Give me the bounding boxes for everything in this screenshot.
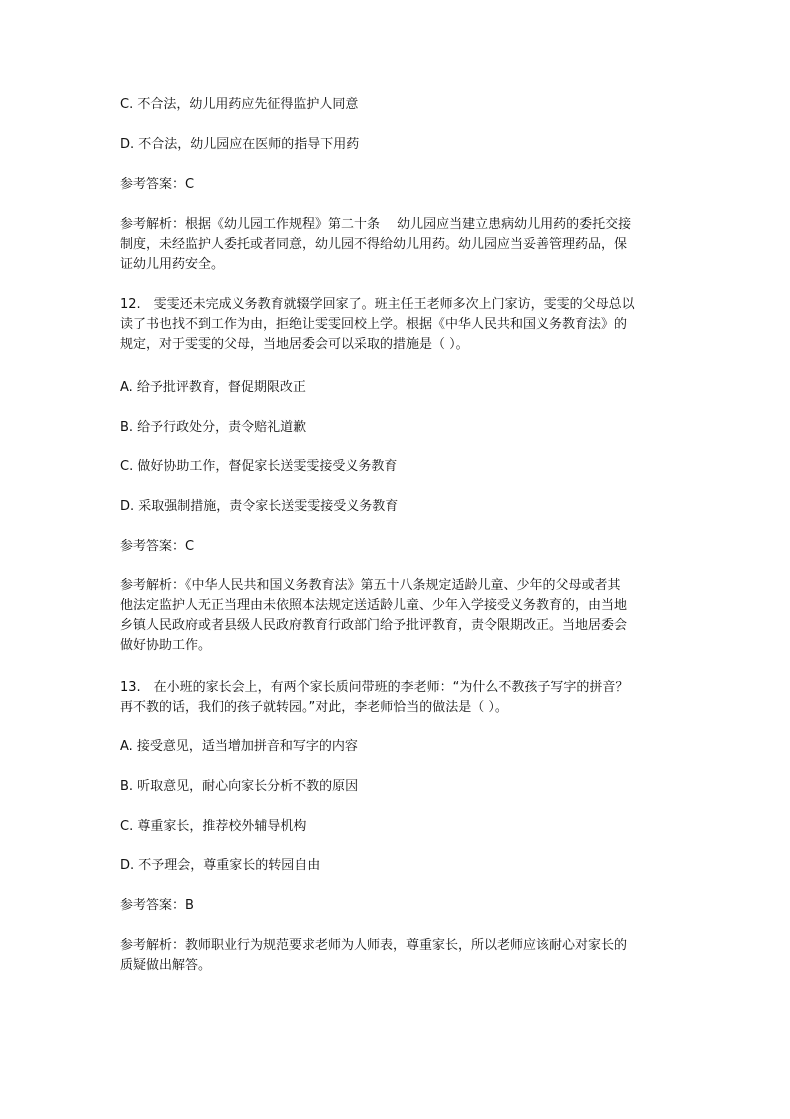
q12-explanation-line: 参考解析：《中华人民共和国义务教育法》第五十八条规定适龄儿童、少年的父母或者其 (120, 578, 621, 593)
q12-option-b: B. 给予行政处分，责令赔礼道歉 (120, 420, 307, 435)
q12-explanation-line: 他法定监护人无正当理由未依照本法规定送适龄儿童、少年入学接受义务教育的，由当地 (120, 598, 628, 613)
q12-explanation-line: 做好协助工作。 (120, 638, 212, 653)
q13-option-a: A. 接受意见，适当增加拼音和写字的内容 (120, 739, 358, 754)
q12-explanation-line: 乡镇人民政府或者县级人民政府教育行政部门给予批评教育，责令限期改正。当地居委会 (120, 618, 628, 633)
q12-question-line: 读了书也找不到工作为由，拒绝让雯雯回校上学。根据《中华人民共和国义务教育法》的 (120, 317, 628, 332)
q13-option-b: B. 听取意见，耐心向家长分析不教的原因 (120, 779, 359, 794)
q13-explanation-line: 参考解析：教师职业行为规范要求老师为人师表，尊重家长，所以老师应该耐心对家长的 (120, 938, 628, 953)
q11-explanation-line: 参考解析：根据《幼儿园工作规程》第二十条 幼儿园应当建立患病幼儿用药的委托交接 (120, 217, 632, 232)
q13-option-c: C. 尊重家长，推荐校外辅导机构 (120, 819, 307, 834)
q13-question (120, 678, 680, 718)
q12-question (120, 295, 680, 355)
q12-explanation (120, 576, 680, 656)
q11-explanation (120, 215, 680, 275)
q13-explanation (120, 936, 680, 976)
q13-question-line: 再不教的话，我们的孩子就转园。”对此，李老师恰当的做法是（ ）。 (120, 700, 508, 715)
q12-question-line: 规定，对于雯雯的父母，当地居委会可以采取的措施是（ ）。 (120, 337, 469, 352)
q11-answer: 参考答案：C (120, 177, 195, 192)
q11-option-d: D. 不合法，幼儿园应在医师的指导下用药 (120, 137, 360, 152)
q12-option-d: D. 采取强制措施，责令家长送雯雯接受义务教育 (120, 499, 399, 514)
q13-answer: 参考答案：B (120, 898, 194, 913)
q11-explanation-line: 制度，未经监护人委托或者同意，幼儿园不得给幼儿用药。幼儿园应当妥善管理药品，保 (120, 237, 628, 252)
q11-explanation-line: 证幼儿用药安全。 (120, 257, 225, 272)
q13-question-line: 13. 在小班的家长会上，有两个家长质问带班的李老师：“为什么不教孩子写字的拼音？ (120, 680, 629, 695)
q12-option-a: A. 给予批评教育，督促期限改正 (120, 380, 306, 395)
q12-answer: 参考答案：C (120, 539, 195, 554)
q13-option-d: D. 不予理会，尊重家长的转园自由 (120, 858, 321, 873)
q12-option-c: C. 做好协助工作，督促家长送雯雯接受义务教育 (120, 459, 398, 474)
q12-question-line: 12. 雯雯还未完成义务教育就辍学回家了。班主任王老师多次上门家访，雯雯的父母总以 (120, 297, 635, 312)
q13-explanation-line: 质疑做出解答。 (120, 958, 212, 973)
q11-option-c: C. 不合法，幼儿用药应先征得监护人同意 (120, 97, 359, 112)
